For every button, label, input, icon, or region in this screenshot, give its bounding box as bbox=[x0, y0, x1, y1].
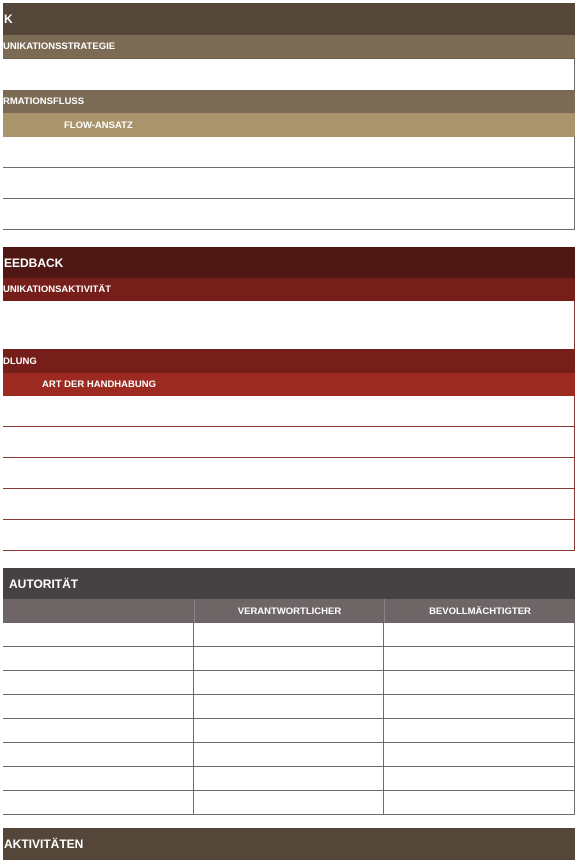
table-row bbox=[3, 791, 575, 815]
information-flow-row[interactable] bbox=[3, 168, 575, 199]
table-row bbox=[3, 695, 575, 719]
table-cell[interactable] bbox=[3, 767, 194, 790]
column-header-authorized: BEVOLLMÄCHTIGTER bbox=[384, 599, 575, 623]
table-row bbox=[3, 623, 575, 647]
column-header-task bbox=[3, 599, 194, 623]
table-cell[interactable] bbox=[3, 719, 194, 742]
communication-activity-field[interactable] bbox=[3, 301, 575, 349]
table-cell[interactable] bbox=[194, 743, 384, 766]
flow-approach-label: FLOW-ANSATZ bbox=[64, 119, 133, 131]
activities-section-title: AKTIVITÄTEN bbox=[3, 828, 575, 860]
table-cell[interactable] bbox=[194, 671, 384, 694]
communication-activity-header: UNIKATIONSAKTIVITÄT bbox=[3, 278, 575, 301]
table-cell[interactable] bbox=[194, 719, 384, 742]
handling-row[interactable] bbox=[3, 520, 575, 551]
table-cell[interactable] bbox=[3, 743, 194, 766]
information-flow-header: RMATIONSFLUSS bbox=[3, 90, 575, 113]
table-row bbox=[3, 767, 575, 791]
table-cell[interactable] bbox=[384, 743, 575, 766]
table-row bbox=[3, 671, 575, 695]
authority-table-header bbox=[3, 599, 575, 623]
table-cell[interactable] bbox=[3, 623, 194, 646]
table-row bbox=[3, 719, 575, 743]
table-cell[interactable] bbox=[384, 791, 575, 814]
authority-title-label: AUTORITÄT bbox=[9, 576, 79, 591]
table-cell[interactable] bbox=[384, 695, 575, 718]
handling-row[interactable] bbox=[3, 396, 575, 427]
communication-section-title: K bbox=[3, 3, 575, 35]
handling-type-label: ART DER HANDHABUNG bbox=[42, 379, 156, 390]
table-cell[interactable] bbox=[194, 647, 384, 670]
table-cell[interactable] bbox=[3, 671, 194, 694]
authority-section-title bbox=[3, 568, 575, 599]
flow-approach-header bbox=[3, 113, 575, 137]
communication-strategy-header: UNIKATIONSSTRATEGIE bbox=[3, 35, 575, 59]
table-cell[interactable] bbox=[3, 647, 194, 670]
table-cell[interactable] bbox=[194, 623, 384, 646]
table-cell[interactable] bbox=[3, 791, 194, 814]
handling-row[interactable] bbox=[3, 489, 575, 520]
table-cell[interactable] bbox=[384, 719, 575, 742]
communication-strategy-field[interactable] bbox=[3, 59, 575, 90]
table-cell[interactable] bbox=[194, 767, 384, 790]
column-header-responsible: VERANTWORTLICHER bbox=[194, 599, 384, 623]
information-flow-row[interactable] bbox=[3, 137, 575, 168]
table-cell[interactable] bbox=[384, 623, 575, 646]
table-cell[interactable] bbox=[384, 671, 575, 694]
table-cell[interactable] bbox=[3, 695, 194, 718]
table-cell[interactable] bbox=[384, 767, 575, 790]
table-cell[interactable] bbox=[194, 791, 384, 814]
handling-type-header bbox=[3, 373, 575, 396]
table-row bbox=[3, 647, 575, 671]
table-row bbox=[3, 743, 575, 767]
feedback-section-title: EEDBACK bbox=[3, 247, 575, 278]
handling-row[interactable] bbox=[3, 458, 575, 489]
handling-row[interactable] bbox=[3, 427, 575, 458]
table-cell[interactable] bbox=[384, 647, 575, 670]
table-cell[interactable] bbox=[194, 695, 384, 718]
handling-header: DLUNG bbox=[3, 349, 575, 373]
information-flow-row[interactable] bbox=[3, 199, 575, 230]
